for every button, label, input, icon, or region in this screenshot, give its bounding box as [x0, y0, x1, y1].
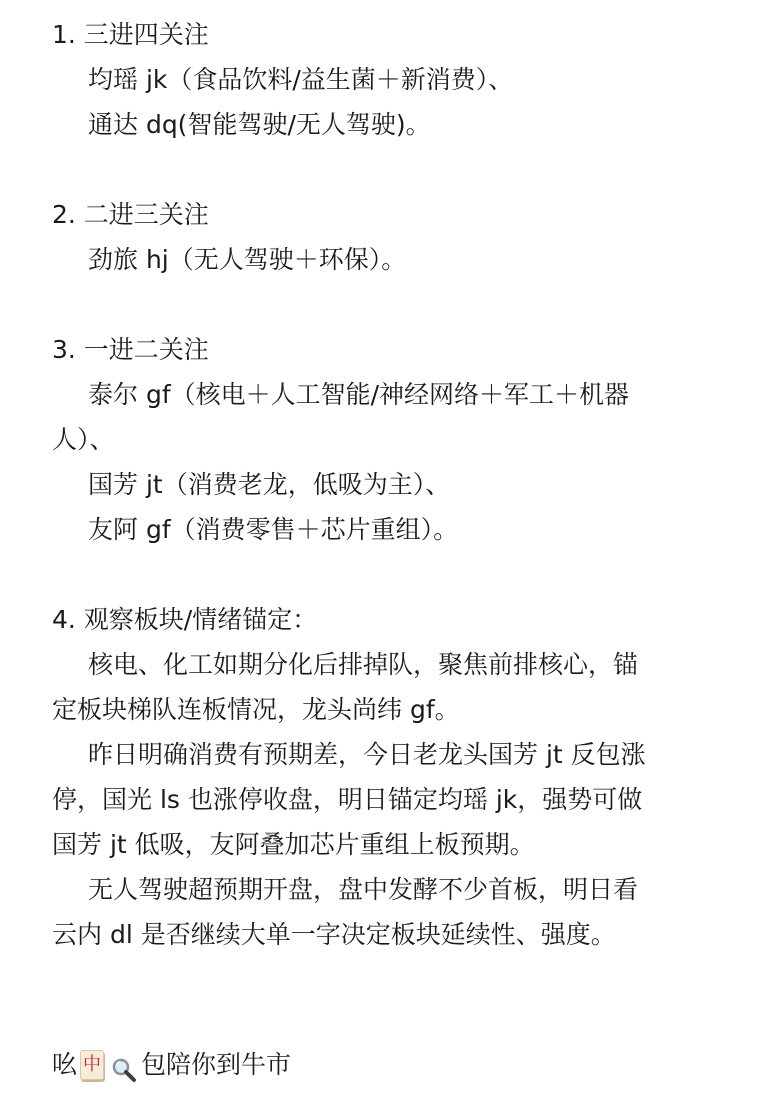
paragraph-line: 国芳 jt 低吸，友阿叠加芯片重组上板预期。	[52, 830, 535, 859]
blank-line	[52, 552, 712, 597]
paragraph-line: 云内 dl 是否继续大单一字决定板块延续性、强度。	[52, 920, 616, 949]
mahjong-red-dragon-icon	[80, 1050, 104, 1080]
section-1-item: 通达 dq(智能驾驶/无人驾驶)。	[88, 110, 431, 139]
magnifier-icon	[111, 1052, 137, 1078]
section-1-heading: 1. 三进四关注	[52, 20, 209, 49]
paragraph-line: 停，国光 ls 也涨停收盘，明日锚定均瑶 jk，强势可做	[52, 785, 643, 814]
paragraph-line: 核电、化工如期分化后排掉队，聚焦前排核心，锚	[88, 650, 639, 679]
section-1-item: 均瑶 jk（食品饮料/益生菌＋新消费）、	[88, 65, 514, 94]
document-body	[52, 12, 712, 957]
paragraph-line: 定板块梯队连板情况，龙头尚纬 gf。	[52, 695, 460, 724]
section-2-item: 劲旅 hj（无人驾驶＋环保）。	[88, 245, 407, 274]
paragraph-line: 无人驾驶超预期开盘，盘中发酵不少首板，明日看	[88, 875, 639, 904]
mahjong-tile-char: 中	[83, 1053, 102, 1075]
section-2-heading: 2. 二进三关注	[52, 200, 209, 229]
blank-line	[52, 147, 712, 192]
section-4-heading: 4. 观察板块/情绪锚定：	[52, 605, 318, 634]
footer-prefix: 吆	[52, 1050, 78, 1079]
footer-signature	[52, 1042, 291, 1087]
paragraph-line: 昨日明确消费有预期差，今日老龙头国芳 jt 反包涨	[88, 740, 646, 769]
section-3-heading: 3. 一进二关注	[52, 335, 209, 364]
section-3-item: 友阿 gf（消费零售＋芯片重组）。	[88, 515, 459, 544]
blank-line	[52, 282, 712, 327]
section-3-item-continuation: 人）、	[52, 425, 115, 454]
section-3-item: 泰尔 gf（核电＋人工智能/神经网络＋军工＋机器	[88, 380, 630, 409]
footer-suffix: 包陪你到牛市	[141, 1050, 292, 1079]
section-3-item: 国芳 jt（消费老龙，低吸为主）、	[88, 470, 451, 499]
